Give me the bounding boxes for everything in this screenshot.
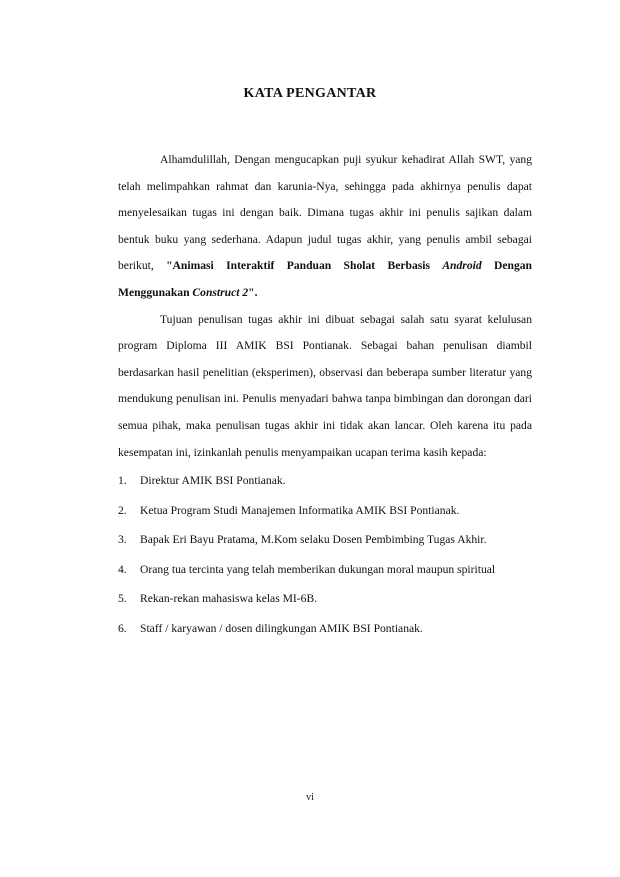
list-item-number: 3. [118,533,127,547]
list-item [118,525,532,555]
project-title-android: Android [442,259,482,273]
list-item [118,555,532,585]
list-item-text: Rekan-rekan mahasiswa kelas MI-6B. [140,592,318,606]
project-title-quote-close: ". [248,285,258,299]
project-title-part-2: Dengan Menggunakan [118,259,532,299]
list-item-text: Orang tua tercinta yang telah memberikan dukungan moral maupun spiritual [140,562,496,576]
list-item-number: 1. [118,474,127,488]
project-title-quote-open: " [166,259,173,273]
page-title: KATA PENGANTAR [243,86,377,101]
list-item-number: 6. [118,621,127,635]
list-item-text: Staff / karyawan / dosen dilingkungan AMIK BSI Pontianak. [140,621,423,635]
page-number: vi [306,792,314,803]
list-item [118,466,532,496]
document-body [118,147,532,643]
list-item-text: Direktur AMIK BSI Pontianak. [140,474,286,488]
paragraph-purpose: Tujuan penulisan tugas akhir ini dibuat sebagai salah satu syarat kelulusan program Diploma III AMIK BSI Pontianak. Sebagai bahan penulisan diambil berdasarkan hasil penelitian (eksperimen), observasi dan beberapa sumber literatur yang mendukung penulisan ini. Penulis menyadari bahwa tanpa bimbingan dan dorongan dari semua pihak, maka penulisan tugas akhir ini tidak akan lancar. Oleh karena itu pada kesempatan ini, izinkanlah penulis menyampaikan ucapan terima kasih kepada: [118,312,532,459]
list-item-number: 4. [118,562,127,576]
list-item [118,496,532,526]
project-title-construct: Construct 2 [192,285,249,299]
list-item-text: Bapak Eri Bayu Pratama, M.Kom selaku Dosen Pembimbing Tugas Akhir. [140,533,487,547]
project-title-part-1: Animasi Interaktif Panduan Sholat Berbasis [172,259,443,273]
paragraph-intro [118,147,532,307]
list-item [118,584,532,614]
list-item-number: 2. [118,503,127,517]
list-item-text: Ketua Program Studi Manajemen Informatika AMIK BSI Pontianak. [140,503,460,517]
list-item-number: 5. [118,592,127,606]
list-item [118,614,532,644]
intro-text: Alhamdulillah, Dengan mengucapkan puji syukur kehadirat Allah SWT, yang telah melimpahkan rahmat dan karunia-Nya, sehingga pada akhirnya penulis dapat menyelesaikan tugas ini dengan baik. Dimana tugas akhir ini penulis sajikan dalam bentuk buku yang sederhana. Adapun judul tugas akhir, yang penulis ambil sebagai berikut, [118,153,532,273]
acknowledgement-list [118,466,532,643]
